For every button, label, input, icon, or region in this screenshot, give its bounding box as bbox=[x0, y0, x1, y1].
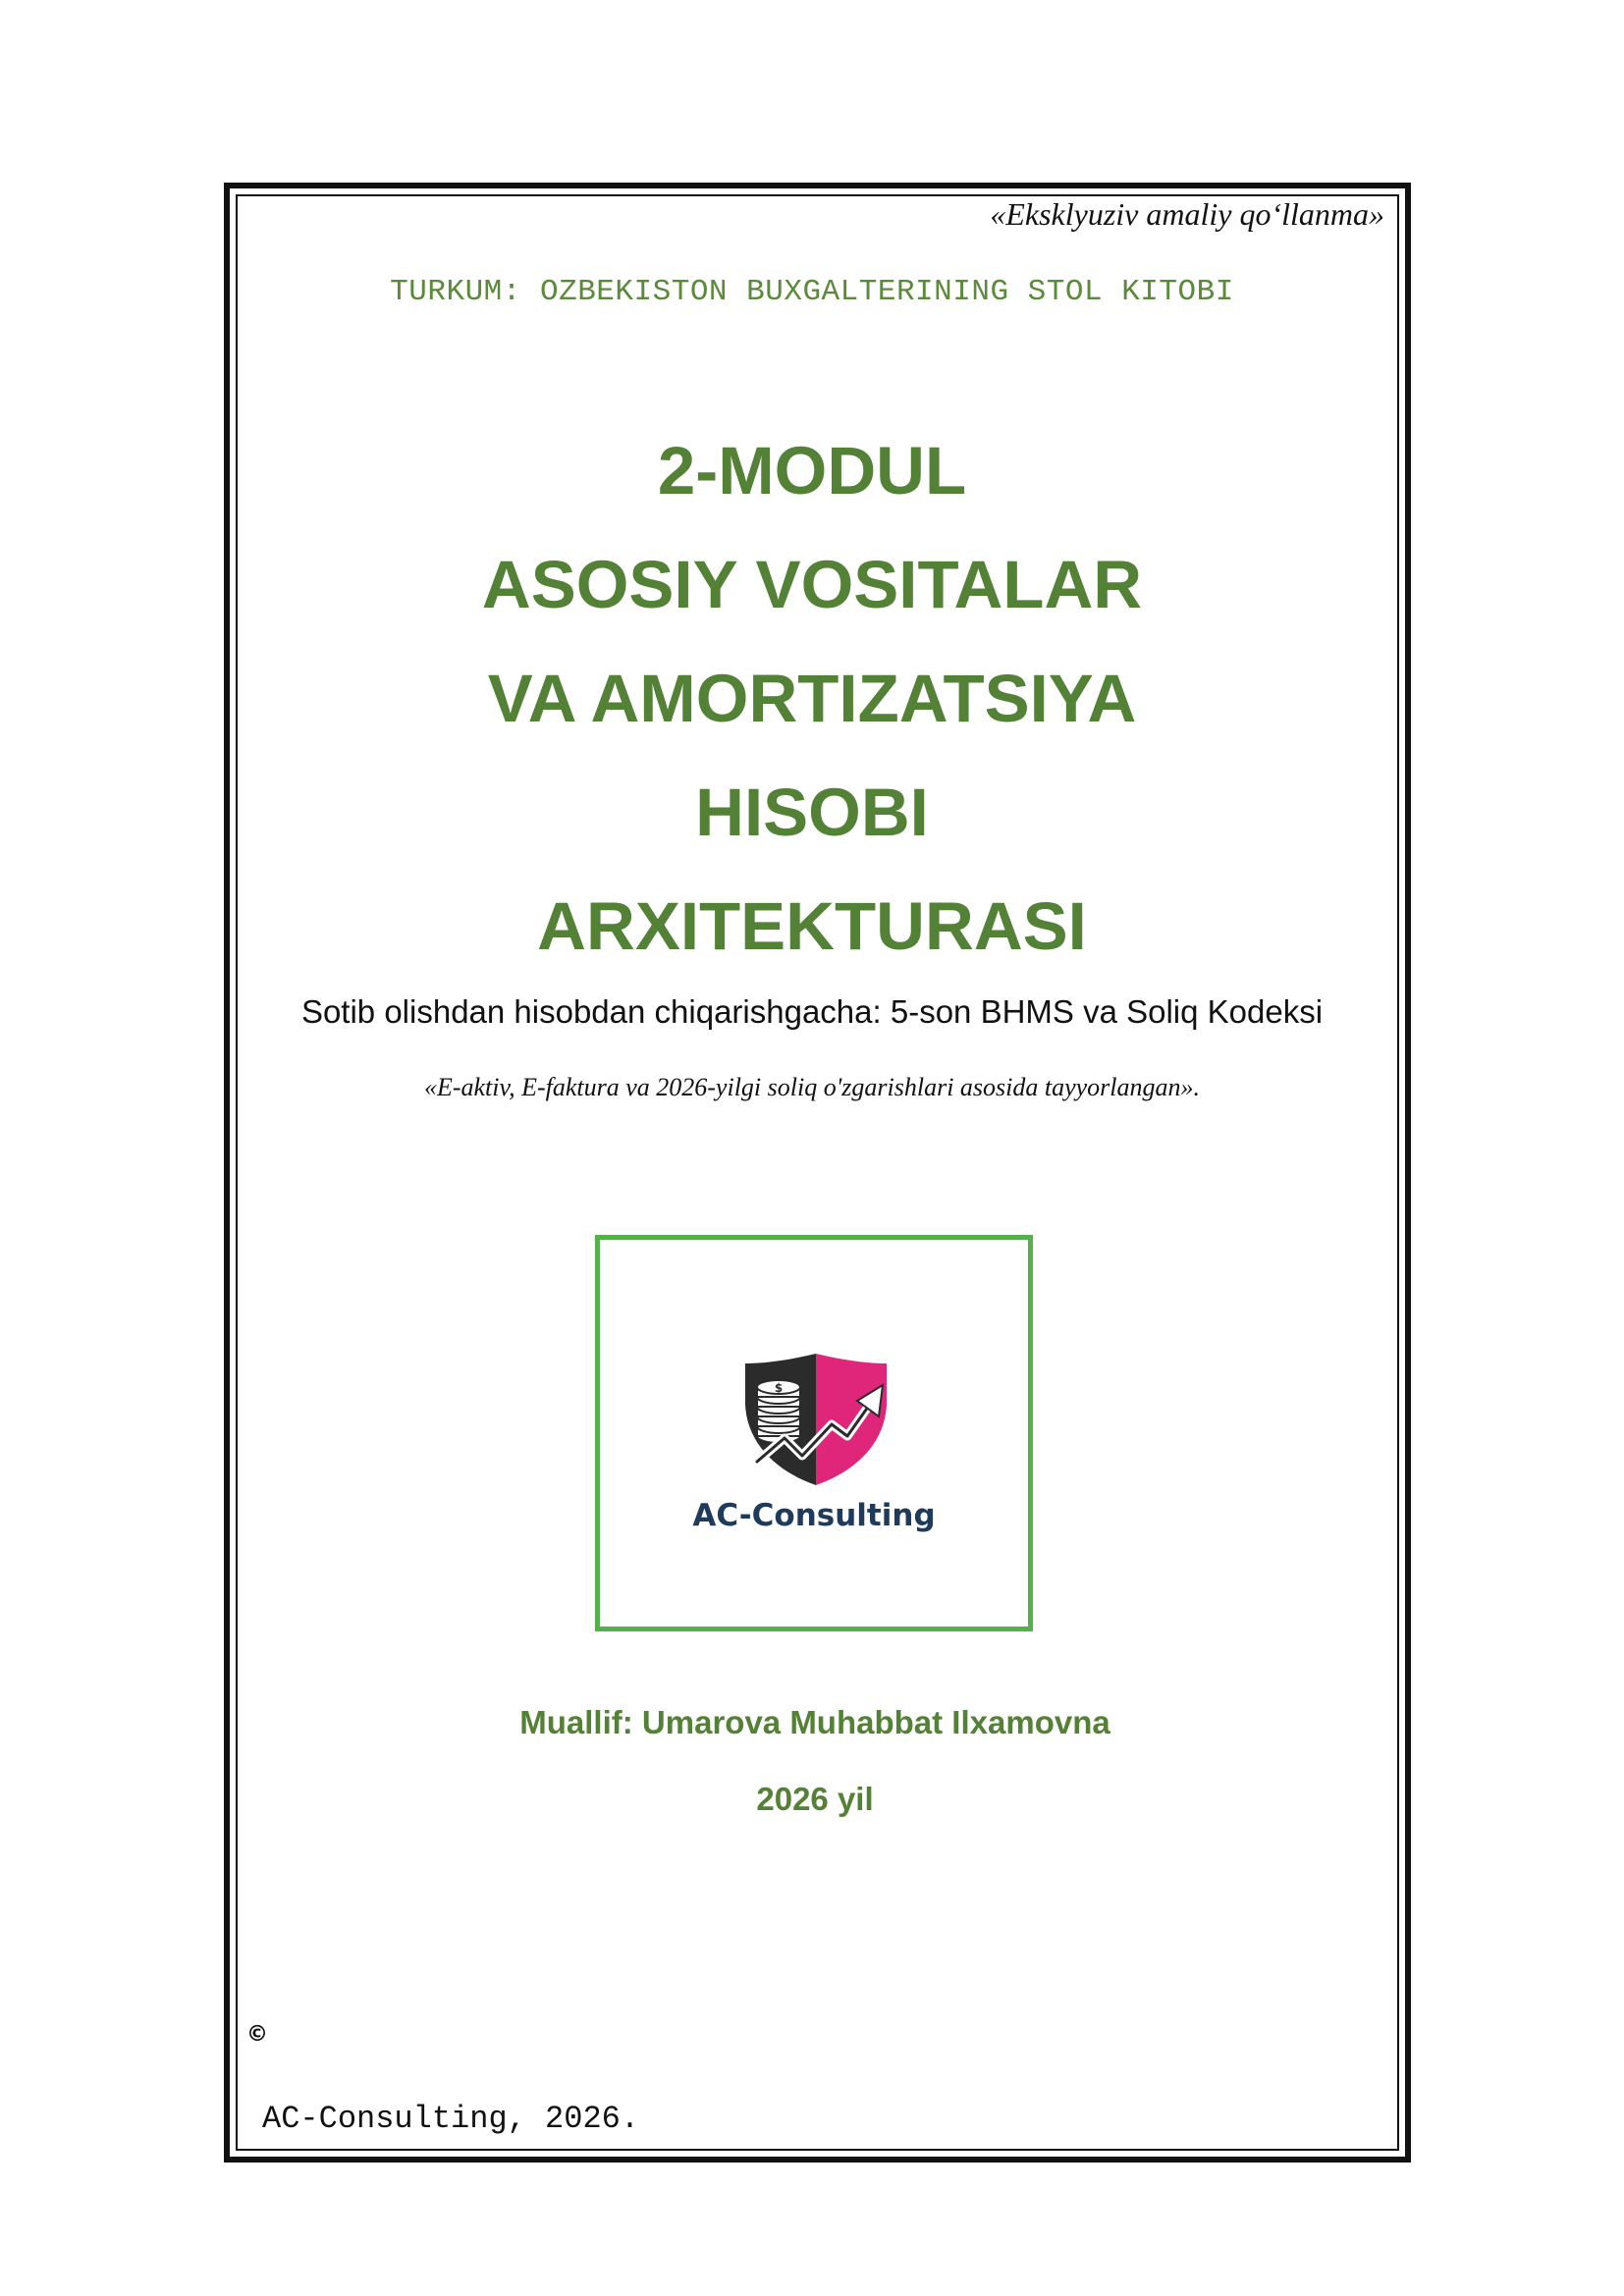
title-line-5: ARXITEKTURASI bbox=[537, 888, 1087, 964]
title-line-3: VA AMORTIZATSIYA bbox=[487, 661, 1137, 736]
title-line-4: HISOBI bbox=[695, 774, 929, 850]
title-line-2: ASOSIY VOSITALAR bbox=[481, 547, 1143, 622]
series-title: TURKUM: OZBEKISTON BUXGALTERINING STOL KITOBI bbox=[390, 275, 1234, 309]
tagline: «Eksklyuziv amaliy qo‘llanma» bbox=[990, 196, 1384, 232]
copyright-text: AC-Consulting, 2026. bbox=[262, 2101, 640, 2137]
main-title bbox=[0, 414, 1624, 984]
logo-box bbox=[595, 1235, 1033, 1631]
title-line-1: 2-MODUL bbox=[657, 433, 967, 508]
author: Muallif: Umarova Muhabbat Ilxamovna bbox=[519, 1704, 1110, 1740]
shield-growth-icon bbox=[737, 1346, 894, 1493]
svg-text:$: $ bbox=[774, 1381, 784, 1395]
note: «E-aktiv, E-faktura va 2026-yilgi soliq o'zgarishlari asosida tayyorlangan». bbox=[423, 1073, 1201, 1101]
year: 2026 yil bbox=[756, 1781, 874, 1817]
subtitle: Sotib olishdan hisobdan chiqarishgacha: 5-son BHMS va Soliq Kodeksi bbox=[300, 993, 1324, 1030]
copyright-icon: © bbox=[246, 2022, 268, 2047]
logo-brand-name: AC-Consulting bbox=[692, 1498, 936, 1533]
